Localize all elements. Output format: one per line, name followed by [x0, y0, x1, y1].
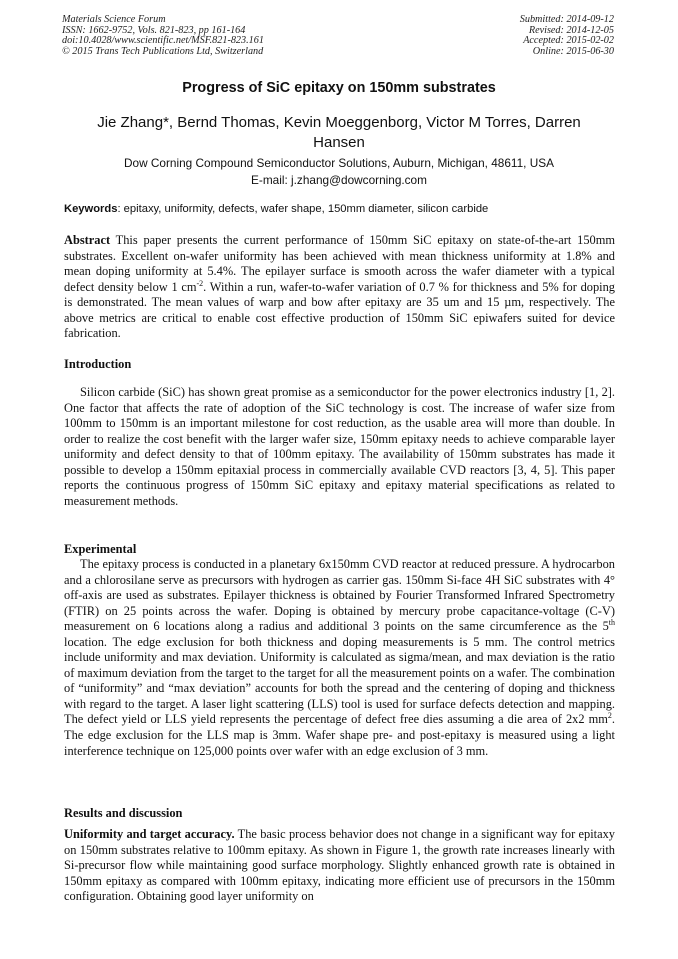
abstract-text-2: . Within a run, wafer-to-wafer variation of 0.7 % for thickness and 5% for doping is demonstrated. The mean values of warp and bow after epitaxy are 35 um and 15 µm, respectively. The above metrics are critical to enable cost effective production of 150mm SiC epiwafers suited for device fabrication.: [64, 279, 615, 341]
email: E-mail: j.zhang@dowcorning.com: [251, 173, 427, 187]
journal-doi: doi:10.4028/www.scientific.net/MSF.821-823.161: [62, 35, 264, 47]
abstract-text-1: This paper presents the current performance of 150mm SiC epitaxy on state-of-the-art 150mm substrates. Excellent on-wafer uniformity has been achieved with mean thickness uniformity at 1.8% and mean doping uniformity at 5.4%. The epilayer surface is smooth across the wafer diameter with a typical defect density below 1 cm: [64, 233, 615, 294]
results-paragraph: [64, 827, 615, 905]
results-subheading: Uniformity and target accuracy.: [64, 827, 235, 841]
experimental-superscript-2: 2: [607, 711, 612, 721]
abstract-superscript: -2: [196, 278, 204, 288]
date-submitted: Submitted: 2014-09-12: [519, 14, 614, 25]
journal-name: Materials Science Forum: [62, 14, 166, 25]
author-list: Jie Zhang*, Bernd Thomas, Kevin Moeggenborg, Victor M Torres, Darren Hansen: [97, 114, 581, 151]
results-section: [64, 827, 615, 905]
date-revised: Revised: 2014-12-05: [528, 24, 614, 36]
experimental-paragraph: [64, 557, 615, 759]
date-accepted: Accepted: 2015-02-02: [523, 35, 614, 47]
introduction-paragraph: Silicon carbide (SiC) has shown great promise as a semiconductor for the power electronics industry [1, 2]. One factor that affects the rate of adoption of the SiC technology is cost. The increase of wafer size from 100mm to 150mm is an important milestone for cost reduction, as the usable area will more than double. In order to realize the cost benefit with the larger wafer size, 150mm epitaxy needs to achieve comparable layer uniformity and defect density to that of 100mm epitaxy. The availability of 150mm substrates has made it possible to develop a 150mm epitaxial process in commercially available CVD reactors [3, 4, 5]. This paper reports the continuous progress of 150mm SiC epitaxy and epitaxy material specifications as related to measurement methods.: [64, 385, 615, 508]
keywords-text: : epitaxy, uniformity, defects, wafer shape, 150mm diameter, silicon carbide: [117, 203, 489, 215]
abstract-paragraph: [64, 233, 615, 342]
keywords: [64, 203, 620, 215]
introduction-heading: Introduction: [64, 357, 132, 371]
experimental-superscript-1: th: [608, 618, 615, 628]
affiliation-block: [62, 155, 616, 189]
experimental-text-2: location. The edge exclusion for both thickness and doping measurements is 5 mm. The control metrics include uniformity and max deviation. Uniformity is calculated as sigma/mean, and max deviation is the ratio of maximum deviation from the target to the target for all the measurement points on a wafer. The combination of “uniformity” and “max deviation” accounts for both the spread and the centering of doping and thickness with regard to the target. A laser light scattering (LLS) tool is used for surface defects detection and mapping. The defect yield or LLS yield represents the percentage of defect free dies assuming a die area of 2x2 mm: [64, 634, 615, 727]
results-heading: Results and discussion: [64, 806, 183, 820]
paper-title: Progress of SiC epitaxy on 150mm substrates: [182, 80, 496, 96]
journal-issn: ISSN: 1662-9752, Vols. 821-823, pp 161-164: [62, 24, 246, 36]
experimental-section: [64, 557, 615, 759]
affiliation: Dow Corning Compound Semiconductor Solutions, Auburn, Michigan, 48611, USA: [124, 156, 554, 170]
submission-dates: [520, 15, 614, 57]
journal-copyright: © 2015 Trans Tech Publications Ltd, Switzerland: [62, 45, 264, 57]
experimental-text-1: The epitaxy process is conducted in a planetary 6x150mm CVD reactor at reduced pressure. A hydrocarbon and a chlorosilane serve as precursors with hydrogen as carrier gas. 150mm Si-face 4H SiC substrates with 4° off-axis are used as substrates. Epilayer thickness is obtained by Fourier Transformed Infrared Spectrometry (FTIR) on 25 points across the wafer. Doping is obtained by mercury probe capacitance-voltage (C-V) measurement on 6 locations along a radius and additional 3 points on the same circumference as the 5: [64, 557, 615, 634]
results-text: The basic process behavior does not change in a significant way for epitaxy on 150mm substrates relative to 100mm epitaxy. As shown in Figure 1, the growth rate increases linearly with Si-precursor flow while maintaining good surface morphology. Slightly enhanced growth rate is obtained in 150mm epitaxy as compared with 100mm epitaxy, indicating more efficient use of precursors in the 150mm configuration. Obtaining good layer uniformity on: [64, 827, 615, 904]
abstract-label: Abstract: [64, 233, 111, 247]
experimental-heading: Experimental: [64, 542, 137, 556]
keywords-label: Keywords: [64, 203, 118, 215]
experimental-text-3: . The edge exclusion for the LLS map is 3mm. Wafer shape pre- and post-epitaxy is measured using a light interference technique on 125,000 points over wafer with an edge exclusion of 3 mm.: [64, 712, 615, 758]
abstract: [64, 233, 615, 342]
date-online: Online: 2015-06-30: [532, 45, 614, 57]
journal-info: [62, 15, 264, 57]
introduction-section: [64, 385, 615, 509]
